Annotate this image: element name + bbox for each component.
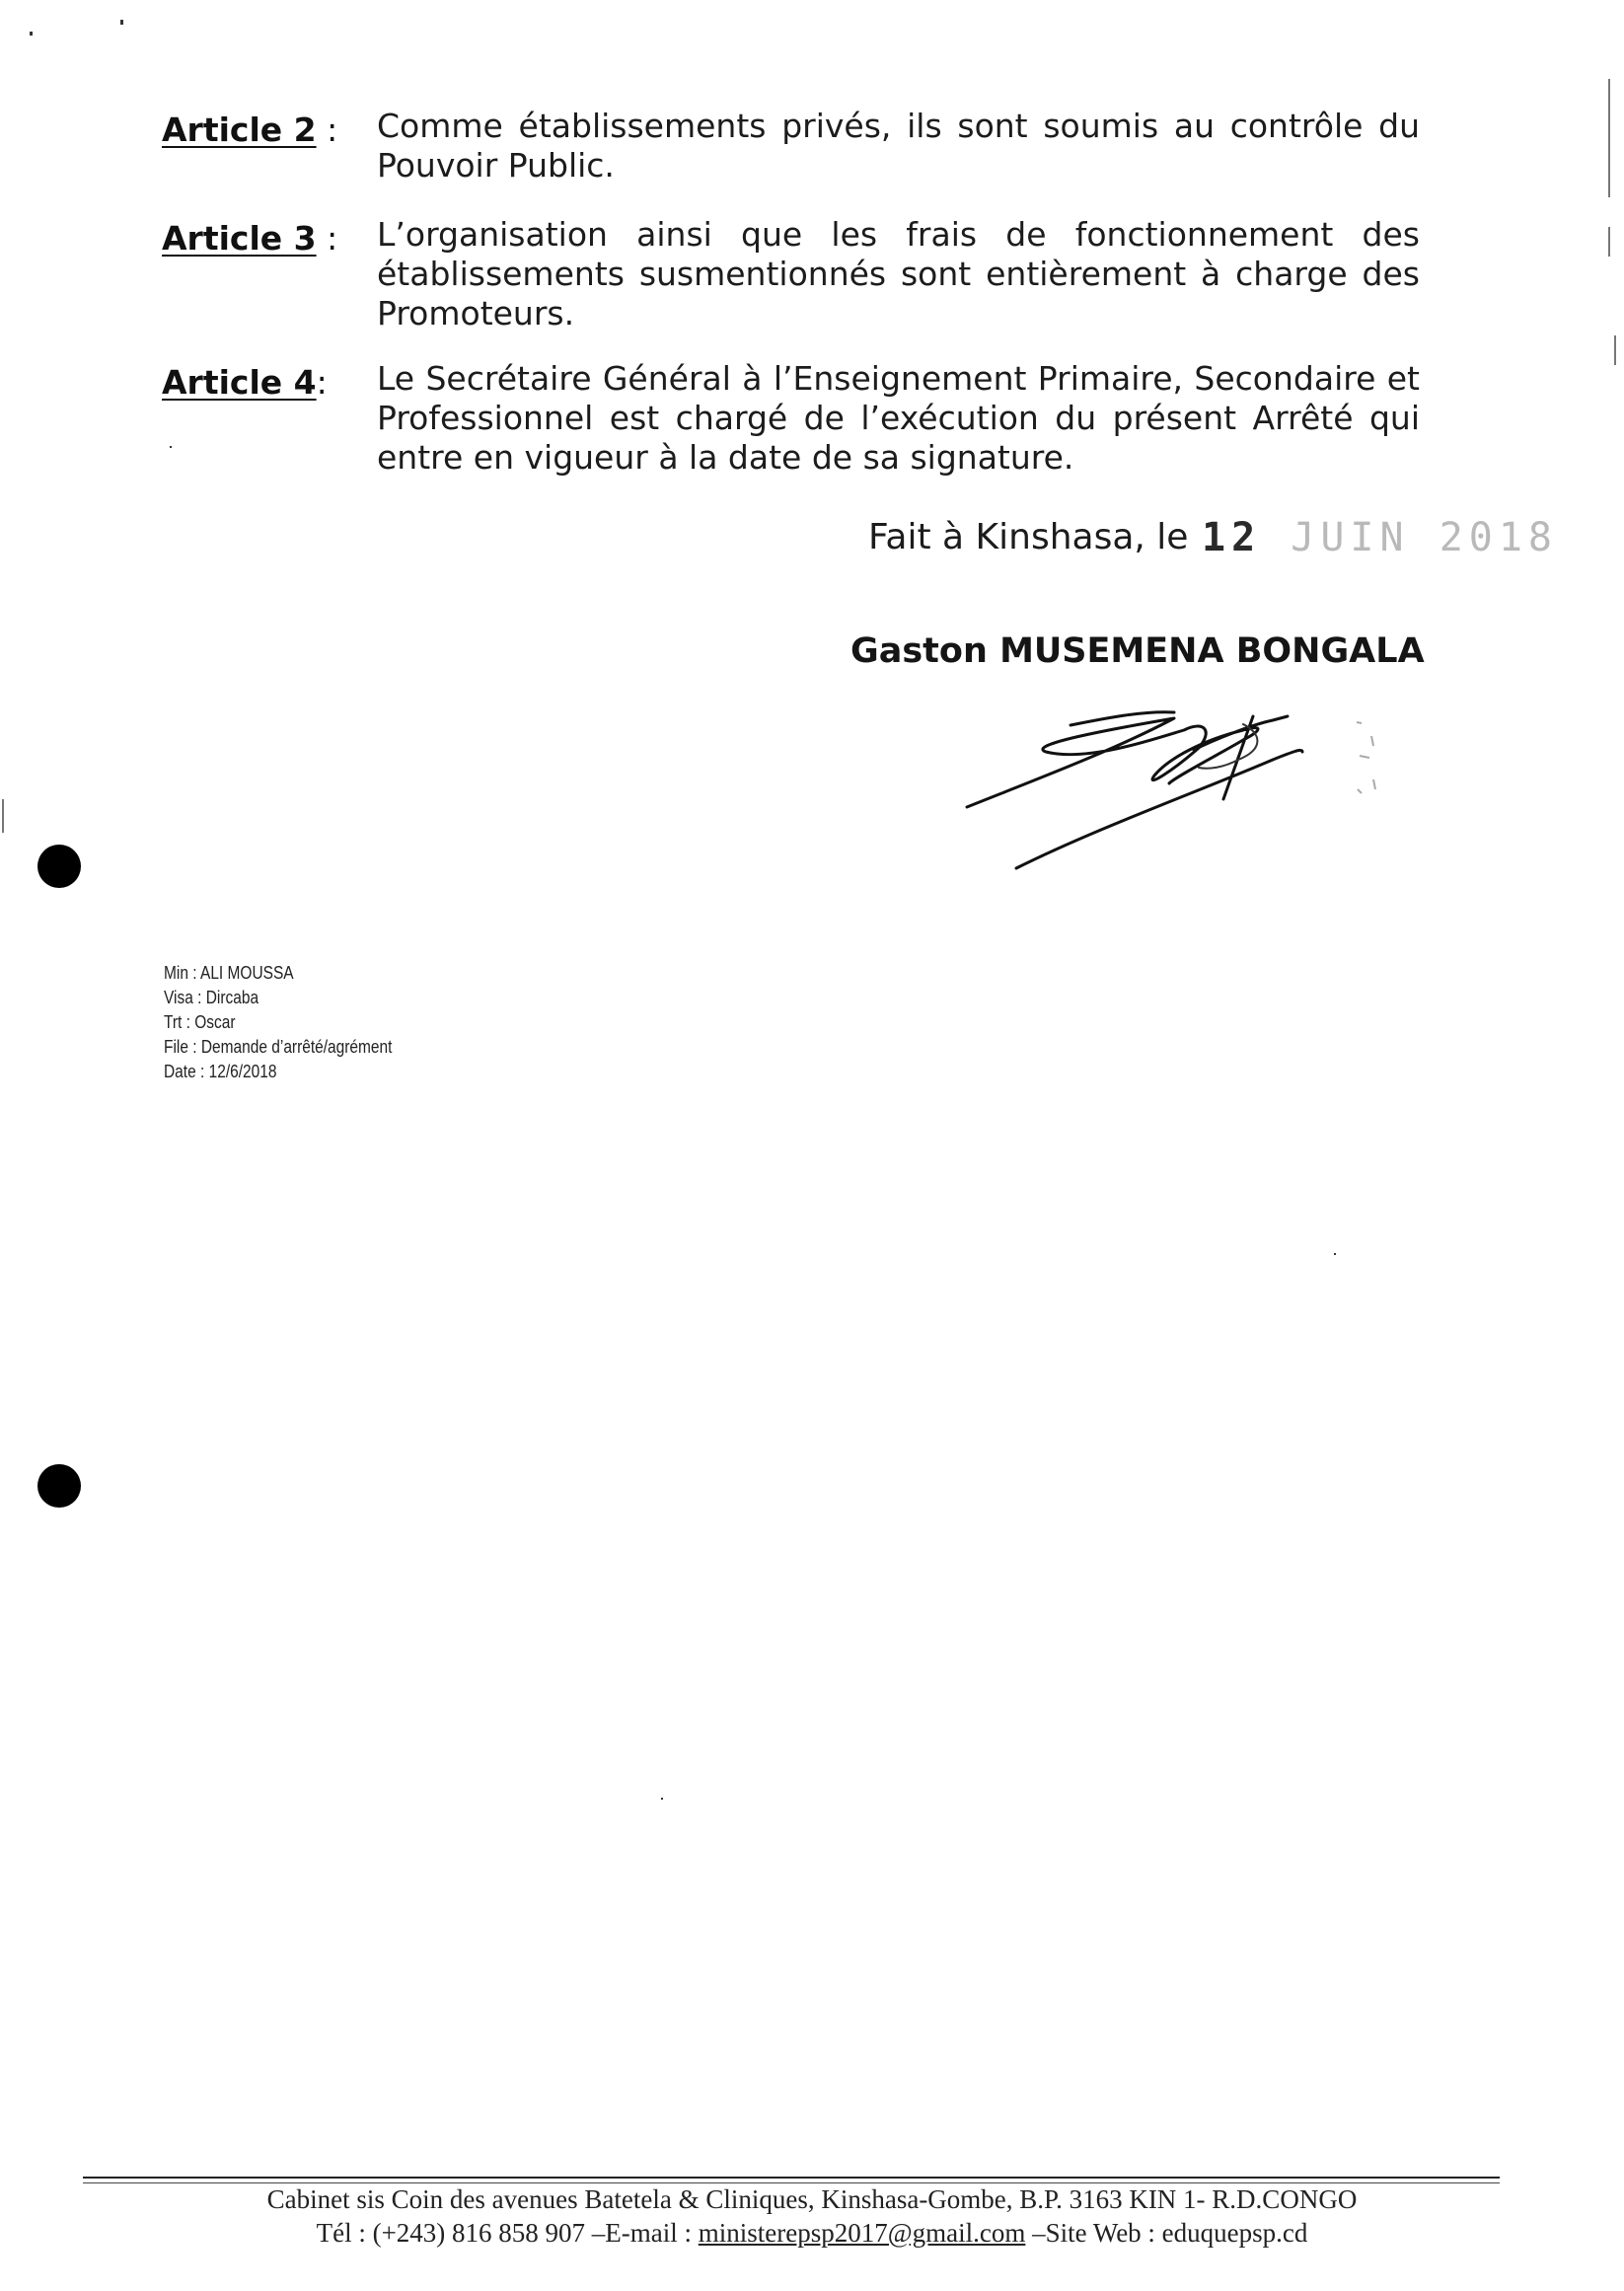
article-label: [162, 363, 359, 402]
footer-address: Cabinet sis Coin des avenues Batetela & Cliniques, Kinshasa-Gombe, B.P. 3163 KIN 1- R.D.CONGO: [266, 2184, 1358, 2214]
scan-edge-mark: [2, 799, 4, 833]
footer-rule: [83, 2177, 1500, 2179]
scan-speck: [120, 20, 123, 25]
ref-minister: Min : ALI MOUSSA: [164, 963, 294, 983]
signer-first-name: Gaston: [850, 631, 988, 671]
scan-edge-mark: [1608, 79, 1610, 197]
signer-last-name: MUSEMENA BONGALA: [999, 631, 1425, 671]
ref-visa: Visa : Dircaba: [164, 988, 259, 1007]
scan-speck: [30, 32, 33, 36]
footer-tel: Tél : (+243) 816 858 907 –E-mail :: [316, 2218, 699, 2248]
signature-scribble-icon: [947, 691, 1440, 888]
place-and-date: Fait à Kinshasa, le: [868, 517, 1189, 557]
article-text: Le Secrétaire Général à l’Enseignement Primaire, Secondaire et Professionnel est chargé de l’exécution du présent Arrêté qui entre en vigueur à la date de sa signature.: [377, 359, 1420, 477]
scan-speck: [1334, 1253, 1336, 1255]
punch-hole-icon: [37, 1464, 81, 1508]
stamp-day: 12: [1202, 515, 1262, 560]
stamp-month: JUIN: [1291, 515, 1410, 560]
reference-block: [164, 961, 392, 1084]
article-colon: :: [316, 363, 328, 402]
footer-site: –Site Web : eduquepsp.cd: [1025, 2218, 1308, 2248]
scan-edge-mark: [1614, 335, 1616, 365]
article-label: [162, 111, 359, 149]
signer-name: [850, 631, 1425, 671]
ref-trt: Trt : Oscar: [164, 1012, 236, 1032]
scan-edge-mark: [1608, 227, 1610, 257]
article-label: [162, 219, 359, 258]
footer-contact: [0, 2218, 1624, 2249]
punch-hole-icon: [37, 845, 81, 888]
stamp-year: 2018: [1439, 515, 1559, 560]
footer-rule: [83, 2182, 1500, 2183]
article-number: Article 3: [162, 219, 317, 258]
article-number: Article 2: [162, 111, 317, 149]
ref-date: Date : 12/6/2018: [164, 1062, 277, 1081]
article-text: Comme établissements privés, ils sont soumis au contrôle du Pouvoir Public.: [377, 107, 1420, 185]
scan-speck: [170, 446, 172, 448]
date-stamp: [1202, 515, 1558, 560]
article-colon: :: [316, 219, 338, 258]
ref-file: File : Demande d’arrêté/agrément: [164, 1037, 393, 1057]
scan-speck: [661, 1798, 663, 1800]
article-colon: :: [316, 111, 338, 149]
footer-email-link[interactable]: ministerepsp2017@gmail.com: [698, 2218, 1026, 2248]
article-number: Article 4: [162, 363, 317, 402]
article-text: L’organisation ainsi que les frais de fonctionnement des établissements susmentionnés sont entièrement à charge des Promoteurs.: [377, 215, 1420, 333]
